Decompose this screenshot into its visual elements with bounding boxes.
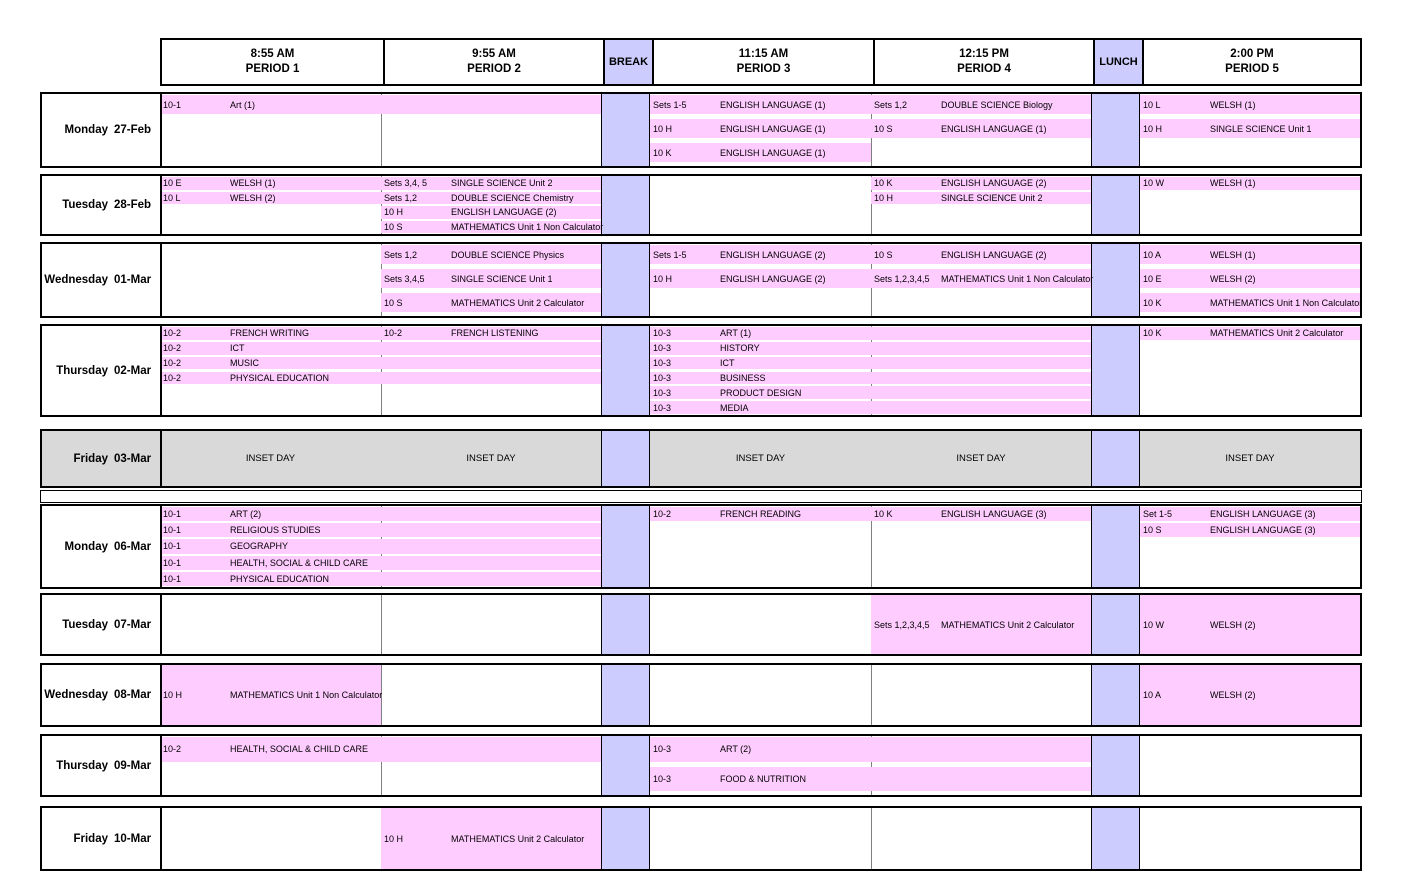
exam-subject: WELSH (2)	[1210, 619, 1256, 630]
day-date: 01-Mar	[114, 274, 152, 286]
inset-day-label: INSET DAY	[245, 453, 296, 464]
day-name: Tuesday	[62, 618, 108, 631]
exam-subject: MATHEMATICS Unit 2 Calculator	[941, 619, 1075, 630]
day-label	[42, 176, 162, 234]
exam-subject: FRENCH READING	[720, 509, 802, 520]
lunch-column	[1091, 506, 1140, 587]
lunch-column	[1091, 326, 1140, 415]
exam-subject: PHYSICAL EDUCATION	[230, 372, 330, 383]
exam-group: 10-2	[163, 328, 182, 339]
lunch-column	[1091, 665, 1140, 725]
exam-subject: ENGLISH LANGUAGE (1)	[720, 123, 826, 134]
exam-entry[interactable]	[1140, 507, 1360, 521]
exam-entry[interactable]	[160, 357, 601, 370]
exam-entry[interactable]	[650, 507, 871, 521]
exam-entry[interactable]	[160, 372, 601, 385]
exam-entry[interactable]	[1140, 95, 1360, 114]
exam-subject: ENGLISH LANGUAGE (1)	[720, 147, 826, 158]
exam-subject: WELSH (1)	[230, 178, 276, 189]
exam-entry[interactable]	[650, 95, 871, 114]
day-name: Thursday	[56, 759, 108, 772]
header-p3-column	[652, 40, 873, 84]
day-row-wednesday-01-mar	[40, 242, 1362, 318]
exam-subject: PRODUCT DESIGN	[720, 387, 802, 398]
exam-subject: DOUBLE SCIENCE Biology	[941, 99, 1053, 110]
day-label	[42, 595, 162, 654]
exam-entry[interactable]	[871, 177, 1091, 190]
exam-subject: HEALTH, SOCIAL & CHILD CARE	[230, 744, 369, 755]
day-label	[42, 326, 162, 415]
exam-entry[interactable]	[160, 523, 601, 537]
exam-group: 10 H	[653, 123, 673, 134]
exam-group: 10-3	[653, 773, 672, 784]
exam-entry[interactable]	[871, 192, 1091, 205]
exam-subject: ENGLISH LANGUAGE (2)	[720, 273, 826, 284]
exam-entry[interactable]	[650, 245, 871, 264]
exam-subject: WELSH (2)	[230, 192, 276, 203]
day-row-monday-06-mar	[40, 504, 1362, 589]
exam-group: Sets 1,2,3,4,5	[874, 619, 930, 630]
exam-entry[interactable]	[381, 269, 601, 288]
exam-subject: ENGLISH LANGUAGE (2)	[720, 249, 826, 260]
exam-entry[interactable]	[1140, 293, 1363, 312]
timetable-header	[160, 38, 1362, 86]
exam-subject: PHYSICAL EDUCATION	[230, 573, 330, 584]
exam-entry[interactable]	[160, 539, 601, 553]
exam-subject: ENGLISH LANGUAGE (1)	[941, 123, 1047, 134]
header-period-label: PERIOD 4	[957, 63, 1011, 75]
exam-group: 10 E	[163, 178, 182, 189]
break-column	[601, 595, 650, 654]
exam-entry[interactable]	[1140, 595, 1360, 654]
break-column	[601, 431, 650, 486]
exam-subject: ART (2)	[230, 509, 262, 520]
header-period-label: PERIOD 2	[467, 63, 521, 75]
exam-subject: WELSH (1)	[1210, 249, 1256, 260]
day-label	[42, 94, 162, 166]
header-time: 12:15 PM	[959, 48, 1009, 60]
exam-subject: SINGLE SCIENCE Unit 2	[451, 178, 553, 189]
day-name: Friday	[73, 452, 108, 465]
exam-entry[interactable]	[381, 177, 601, 190]
exam-entry[interactable]	[160, 507, 601, 521]
exam-group: 10-3	[653, 328, 672, 339]
exam-entry[interactable]	[160, 556, 601, 570]
header-break	[603, 40, 652, 84]
exam-entry[interactable]	[650, 386, 1091, 399]
exam-subject: ART (2)	[720, 744, 752, 755]
exam-group: 10 H	[874, 192, 894, 203]
exam-group: 10-1	[163, 525, 182, 536]
exam-group: 10 E	[1143, 273, 1162, 284]
exam-subject: DOUBLE SCIENCE Physics	[451, 249, 565, 260]
header-lunch-label: LUNCH	[1099, 55, 1138, 68]
exam-subject: Art (1)	[230, 99, 256, 110]
exam-group: Sets 1,2,3,4,5	[874, 273, 930, 284]
inset-day-label: INSET DAY	[735, 453, 786, 464]
exam-entry[interactable]	[1140, 665, 1360, 725]
exam-group: 10 W	[1143, 178, 1165, 189]
exam-subject: SINGLE SCIENCE Unit 1	[451, 273, 553, 284]
exam-subject: WELSH (1)	[1210, 99, 1256, 110]
lunch-column	[1091, 431, 1140, 486]
header-p4-column	[873, 40, 1093, 84]
exam-subject: MATHEMATICS Unit 2 Calculator	[1210, 328, 1344, 339]
exam-subject: WELSH (1)	[1210, 178, 1256, 189]
break-column	[601, 326, 650, 415]
exam-subject: ENGLISH LANGUAGE (3)	[1210, 525, 1316, 536]
exam-entry[interactable]	[1140, 119, 1360, 138]
day-label	[42, 244, 162, 316]
exam-subject: ENGLISH LANGUAGE (3)	[1210, 509, 1316, 520]
exam-group: 10 H	[163, 690, 183, 700]
exam-subject: ENGLISH LANGUAGE (2)	[451, 207, 557, 218]
exam-entry[interactable]	[381, 293, 601, 312]
exam-subject: FRENCH WRITING	[230, 328, 309, 339]
day-date: 07-Mar	[114, 618, 152, 631]
exam-subject: HEALTH, SOCIAL & CHILD CARE	[230, 557, 369, 568]
exam-group: 10-2	[384, 328, 403, 339]
exam-group: 10-3	[653, 744, 672, 755]
exam-subject: MATHEMATICS Unit 1 Non Calculator	[451, 221, 604, 232]
exam-subject: ICT	[720, 358, 735, 369]
exam-subject: ART (1)	[720, 328, 752, 339]
exam-subject: HISTORY	[720, 343, 760, 354]
exam-subject: MUSIC	[230, 358, 259, 369]
exam-entry[interactable]	[650, 327, 1091, 340]
header-time: 8:55 AM	[250, 48, 295, 60]
day-row-thursday-09-mar	[40, 734, 1362, 797]
lunch-column	[1091, 94, 1140, 166]
exam-group: Sets 1-5	[653, 99, 687, 110]
exam-subject: MATHEMATICS Unit 2 Calculator	[451, 833, 585, 844]
exam-subject: SINGLE SCIENCE Unit 1	[1210, 123, 1312, 134]
exam-entry[interactable]	[871, 119, 1091, 138]
break-column	[601, 736, 650, 795]
exam-subject: FRENCH LISTENING	[451, 328, 539, 339]
exam-group: 10 L	[1143, 99, 1161, 110]
exam-entry[interactable]	[160, 327, 381, 340]
exam-subject: ICT	[230, 343, 245, 354]
exam-subject: GEOGRAPHY	[230, 541, 289, 552]
day-label	[42, 431, 162, 486]
break-column	[601, 808, 650, 869]
day-date: 06-Mar	[114, 540, 152, 553]
exam-entry[interactable]	[160, 192, 381, 205]
day-label	[42, 808, 162, 869]
column-divider	[871, 808, 872, 869]
lunch-column	[1091, 595, 1140, 654]
exam-group: 10-1	[163, 541, 182, 552]
exam-group: 10-2	[163, 343, 182, 354]
exam-entry[interactable]	[650, 357, 1091, 370]
header-period-label: PERIOD 3	[736, 63, 791, 75]
day-name: Tuesday	[62, 199, 108, 211]
inset-day-label: INSET DAY	[466, 453, 516, 464]
exam-entry[interactable]	[381, 808, 601, 869]
exam-group: Set 1-5	[1143, 509, 1173, 520]
exam-group: Sets 1,2	[874, 99, 908, 110]
exam-entry[interactable]	[381, 192, 601, 205]
exam-subject: MEDIA	[720, 402, 749, 413]
exam-group: 10 K	[1143, 328, 1162, 339]
exam-entry[interactable]	[650, 143, 871, 162]
exam-group: 10 S	[384, 221, 403, 232]
lunch-column	[1091, 808, 1140, 869]
exam-group: 10-3	[653, 343, 672, 354]
day-row-wednesday-08-mar	[40, 663, 1362, 727]
exam-entry[interactable]	[650, 401, 1091, 414]
exam-entry[interactable]	[160, 665, 381, 725]
exam-subject: DOUBLE SCIENCE Chemistry	[451, 192, 574, 203]
exam-subject: MATHEMATICS Unit 1 Non Calculator	[941, 273, 1094, 284]
day-label	[42, 506, 162, 587]
exam-group: 10-2	[163, 372, 182, 383]
header-p2-column	[383, 40, 603, 84]
day-name: Thursday	[56, 364, 108, 377]
exam-group: Sets 1,2	[384, 249, 418, 260]
exam-entry[interactable]	[650, 342, 1091, 355]
day-date: 27-Feb	[114, 124, 152, 136]
exam-group: 10 S	[874, 249, 893, 260]
day-date: 28-Feb	[114, 199, 152, 211]
exam-group: Sets 3,4, 5	[384, 178, 428, 189]
exam-subject: ENGLISH LANGUAGE (1)	[720, 99, 826, 110]
exam-group: 10-1	[163, 557, 182, 568]
exam-group: 10-3	[653, 387, 672, 398]
inset-day-label: INSET DAY	[956, 453, 1006, 464]
header-break-label: BREAK	[608, 55, 649, 68]
day-date: 02-Mar	[114, 364, 152, 377]
inset-day-label: INSET DAY	[1225, 453, 1275, 464]
break-column	[601, 176, 650, 234]
day-label	[42, 665, 162, 725]
exam-group: 10 W	[1143, 619, 1165, 630]
day-row-thursday-02-mar	[40, 324, 1362, 417]
exam-group: 10 S	[384, 297, 403, 308]
exam-group: 10-2	[163, 744, 182, 755]
header-lunch	[1093, 40, 1142, 84]
exam-group: 10 K	[1143, 297, 1162, 308]
exam-entry[interactable]	[871, 245, 1091, 264]
lunch-column	[1091, 176, 1140, 234]
exam-group: 10-2	[163, 358, 182, 369]
break-column	[601, 665, 650, 725]
break-column	[601, 506, 650, 587]
exam-entry[interactable]	[381, 327, 601, 340]
exam-group: 10-3	[653, 402, 672, 413]
exam-entry[interactable]	[871, 595, 1091, 654]
exam-group: 10 H	[384, 207, 404, 218]
day-row-tuesday-28-feb	[40, 174, 1362, 236]
day-row-friday-10-mar	[40, 806, 1362, 871]
exam-entry[interactable]	[650, 372, 1091, 385]
exam-subject: ENGLISH LANGUAGE (3)	[941, 509, 1047, 520]
exam-group: 10 H	[384, 833, 404, 844]
exam-group: Sets 1,2	[384, 192, 418, 203]
header-time: 2:00 PM	[1230, 48, 1274, 60]
exam-group: 10-1	[163, 99, 182, 110]
day-row-monday-27-feb	[40, 92, 1362, 168]
exam-subject: RELIGIOUS STUDIES	[230, 525, 321, 536]
exam-entry[interactable]	[650, 119, 871, 138]
exam-entry[interactable]	[160, 737, 601, 762]
header-period-label: PERIOD 5	[1225, 63, 1279, 75]
day-row-tuesday-07-mar	[40, 593, 1362, 656]
exam-group: 10 S	[874, 123, 893, 134]
exam-group: 10-3	[653, 358, 672, 369]
header-p5-column	[1142, 40, 1360, 84]
exam-entry[interactable]	[1140, 523, 1360, 537]
exam-subject: ENGLISH LANGUAGE (2)	[941, 178, 1047, 189]
day-name: Wednesday	[44, 274, 108, 286]
exam-group: 10 S	[1143, 525, 1162, 536]
exam-entry[interactable]	[381, 206, 601, 219]
exam-entry[interactable]	[160, 95, 601, 114]
day-date: 10-Mar	[114, 832, 152, 845]
day-name: Friday	[73, 832, 108, 845]
exam-entry[interactable]	[650, 269, 871, 288]
column-divider	[381, 595, 382, 654]
exam-group: 10 L	[163, 192, 181, 203]
spacer-row	[40, 490, 1362, 503]
column-divider	[871, 665, 872, 725]
exam-subject: WELSH (2)	[1210, 690, 1256, 700]
exam-entry[interactable]	[650, 737, 1091, 762]
exam-subject: FOOD & NUTRITION	[720, 773, 806, 784]
exam-entry[interactable]	[381, 245, 601, 264]
day-date: 08-Mar	[114, 689, 152, 701]
exam-group: 10 A	[1143, 690, 1162, 700]
exam-entry[interactable]	[1140, 269, 1360, 288]
exam-entry[interactable]	[871, 95, 1091, 114]
lunch-column	[1091, 736, 1140, 795]
exam-group: 10 H	[1143, 123, 1163, 134]
header-p1-column	[162, 40, 383, 84]
day-label	[42, 736, 162, 795]
exam-entry[interactable]	[650, 767, 1091, 792]
exam-group: Sets 1-5	[653, 249, 687, 260]
header-period-label: PERIOD 1	[245, 63, 300, 75]
exam-group: 10 A	[1143, 249, 1162, 260]
exam-subject: ENGLISH LANGUAGE (2)	[941, 249, 1047, 260]
day-date: 09-Mar	[114, 759, 152, 772]
header-time: 9:55 AM	[472, 48, 516, 60]
exam-entry[interactable]	[160, 177, 381, 190]
exam-subject: MATHEMATICS Unit 1 Non Calculator	[230, 690, 383, 700]
exam-entry[interactable]	[160, 572, 601, 586]
exam-group: 10-1	[163, 509, 182, 520]
exam-subject: WELSH (2)	[1210, 273, 1256, 284]
exam-group: 10-3	[653, 372, 672, 383]
exam-entry[interactable]	[1140, 327, 1360, 340]
exam-group: 10 H	[653, 273, 673, 284]
exam-group: 10 K	[874, 509, 893, 520]
exam-group: Sets 3,4,5	[384, 273, 425, 284]
exam-entry[interactable]	[160, 342, 601, 355]
header-time: 11:15 AM	[738, 48, 789, 60]
exam-subject: BUSINESS	[720, 372, 766, 383]
lunch-column	[1091, 244, 1140, 316]
day-row-friday-03-mar	[40, 429, 1362, 488]
exam-entry[interactable]	[871, 507, 1091, 521]
break-column	[601, 244, 650, 316]
exam-entry[interactable]	[871, 269, 1094, 288]
exam-entry[interactable]	[1140, 177, 1360, 190]
day-name: Monday	[64, 124, 108, 136]
exam-entry[interactable]	[381, 221, 604, 234]
exam-group: 10 K	[653, 147, 672, 158]
exam-group: 10-1	[163, 573, 182, 584]
day-name: Wednesday	[44, 689, 108, 701]
exam-entry[interactable]	[1140, 245, 1360, 264]
break-column	[601, 94, 650, 166]
exam-subject: SINGLE SCIENCE Unit 2	[941, 192, 1043, 203]
exam-subject: MATHEMATICS Unit 2 Calculator	[451, 297, 585, 308]
day-name: Monday	[64, 540, 108, 553]
day-date: 03-Mar	[114, 452, 152, 465]
exam-subject: MATHEMATICS Unit 1 Non Calculator	[1210, 297, 1363, 308]
exam-group: 10-2	[653, 509, 672, 520]
exam-group: 10 K	[874, 178, 893, 189]
